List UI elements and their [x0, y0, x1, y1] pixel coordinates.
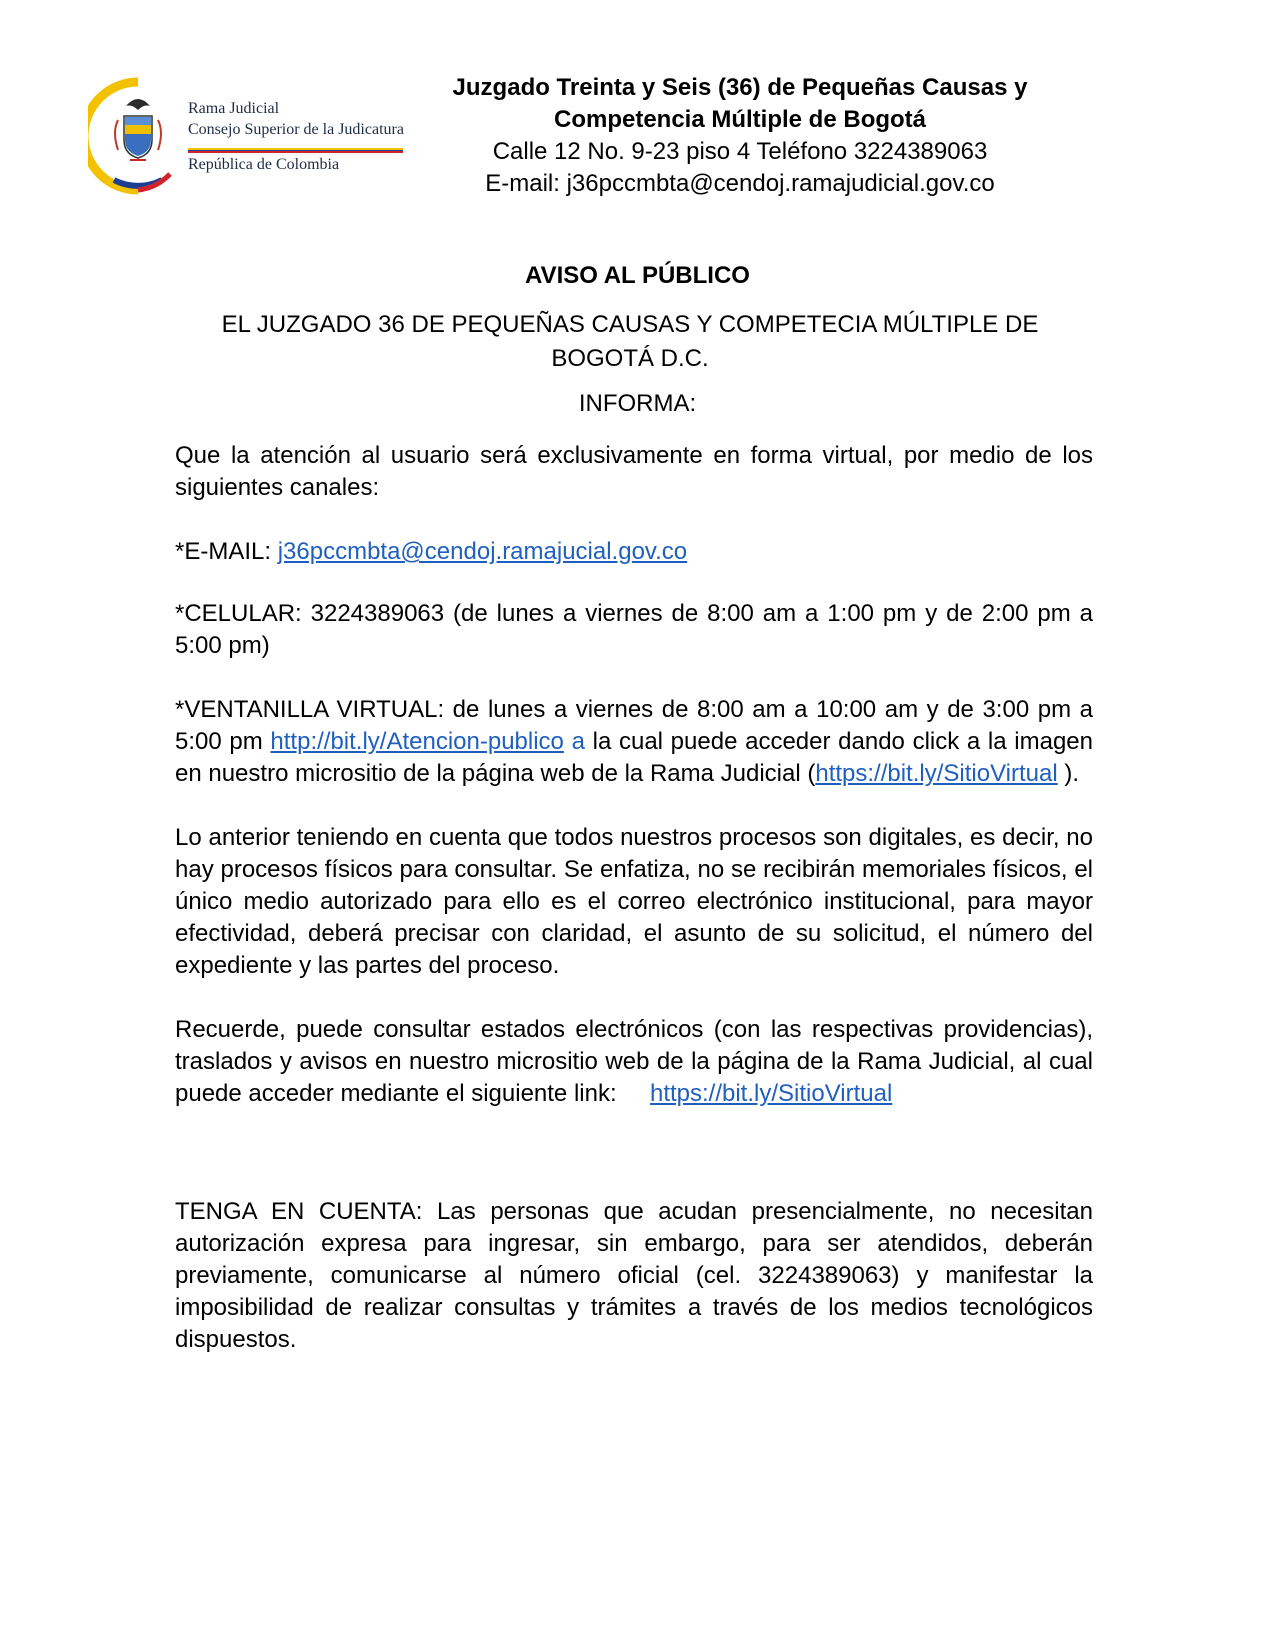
email-link[interactable]: j36pccmbta@cendoj.ramajucial.gov.co	[277, 538, 688, 565]
anterior-paragraph	[175, 822, 1093, 982]
notice-court-line2: BOGOTÁ D.C.	[551, 345, 709, 372]
court-address: Calle 12 No. 9-23 piso 4 Teléfono 3224389063	[492, 138, 988, 165]
sitio-virtual-link[interactable]: https://bit.ly/SitioVirtual	[815, 760, 1058, 787]
logo-line-consejo: Consejo Superior de la Judicatura	[188, 121, 404, 138]
celular-channel	[175, 598, 1093, 662]
notice-court-line1: EL JUZGADO 36 DE PEQUEÑAS CAUSAS Y COMPETECIA MÚLTIPLE DE	[221, 311, 1039, 338]
court-name-line1: Juzgado Treinta y Seis (36) de Pequeñas Causas y	[452, 74, 1028, 101]
logo-line-republica: República de Colombia	[188, 156, 340, 173]
atencion-publico-link[interactable]: http://bit.ly/Atencion-publico	[270, 728, 564, 755]
logo-line-rama: Rama Judicial	[188, 100, 280, 117]
ventanilla-a: a	[563, 728, 585, 755]
email-label: *E-MAIL:	[175, 538, 278, 565]
notice-informa: INFORMA:	[578, 390, 697, 417]
ventanilla-text: *VENTANILLA VIRTUAL: de lunes a viernes de 8:00 am a 10:00 am y de 3:00 pm a 5:00 pm	[175, 696, 1093, 755]
notice-title: AVISO AL PÚBLICO	[525, 262, 750, 289]
colombia-coat-of-arms-icon	[88, 76, 188, 196]
notice-court-name	[220, 308, 1040, 376]
court-name-line2: Competencia Múltiple de Bogotá	[553, 106, 927, 133]
intro-text: Que la atención al usuario será exclusivamente en forma virtual, por medio de los siguientes canales:	[175, 442, 1093, 501]
email-channel	[175, 536, 1093, 568]
tenga-paragraph	[175, 1196, 1093, 1356]
recuerde-text: Recuerde, puede consultar estados electrónicos (con las respectivas providencias), traslados y avisos en nuestro micrositio web de la página de la Rama Judicial, al cual puede acceder mediante el siguiente link:	[175, 1016, 1093, 1107]
recuerde-paragraph	[175, 1014, 1093, 1110]
court-email: E-mail: j36pccmbta@cendoj.ramajudicial.gov.co	[485, 170, 995, 197]
court-header	[420, 72, 1060, 200]
tenga-text: TENGA EN CUENTA: Las personas que acudan presencialmente, no necesitan autorización expresa para ingresar, sin embargo, para ser atendidos, deberán previamente, comunicarse al número oficial (cel. 3224389063) y manifestar la imposibilidad de realizar consultas y trámites a través de los medios tecnológicos dispuestos.	[175, 1198, 1093, 1353]
recuerde-sitio-link[interactable]: https://bit.ly/SitioVirtual	[649, 1080, 893, 1107]
ventanilla-middle: la cual puede acceder dando click a la imagen en nuestro micrositio de la página web de la Rama Judicial (	[175, 728, 1094, 787]
rama-judicial-logo	[88, 76, 418, 196]
intro-paragraph	[175, 440, 1093, 504]
ventanilla-end: ).	[1057, 760, 1080, 787]
celular-text: *CELULAR: 3224389063 (de lunes a viernes de 8:00 am a 1:00 pm y de 2:00 pm a 5:00 pm)	[175, 600, 1093, 659]
ventanilla-channel	[175, 694, 1093, 790]
logo-tricolor-divider	[188, 148, 403, 152]
anterior-text: Lo anterior teniendo en cuenta que todos nuestros procesos son digitales, es decir, no hay procesos físicos para consultar. Se enfatiza, no se recibirán memoriales físicos, el único medio autorizado para ello es el correo electrónico institucional, para mayor efectividad, deberá precisar con claridad, el asunto de su solicitud, el número del expediente y las partes del proceso.	[175, 824, 1093, 979]
